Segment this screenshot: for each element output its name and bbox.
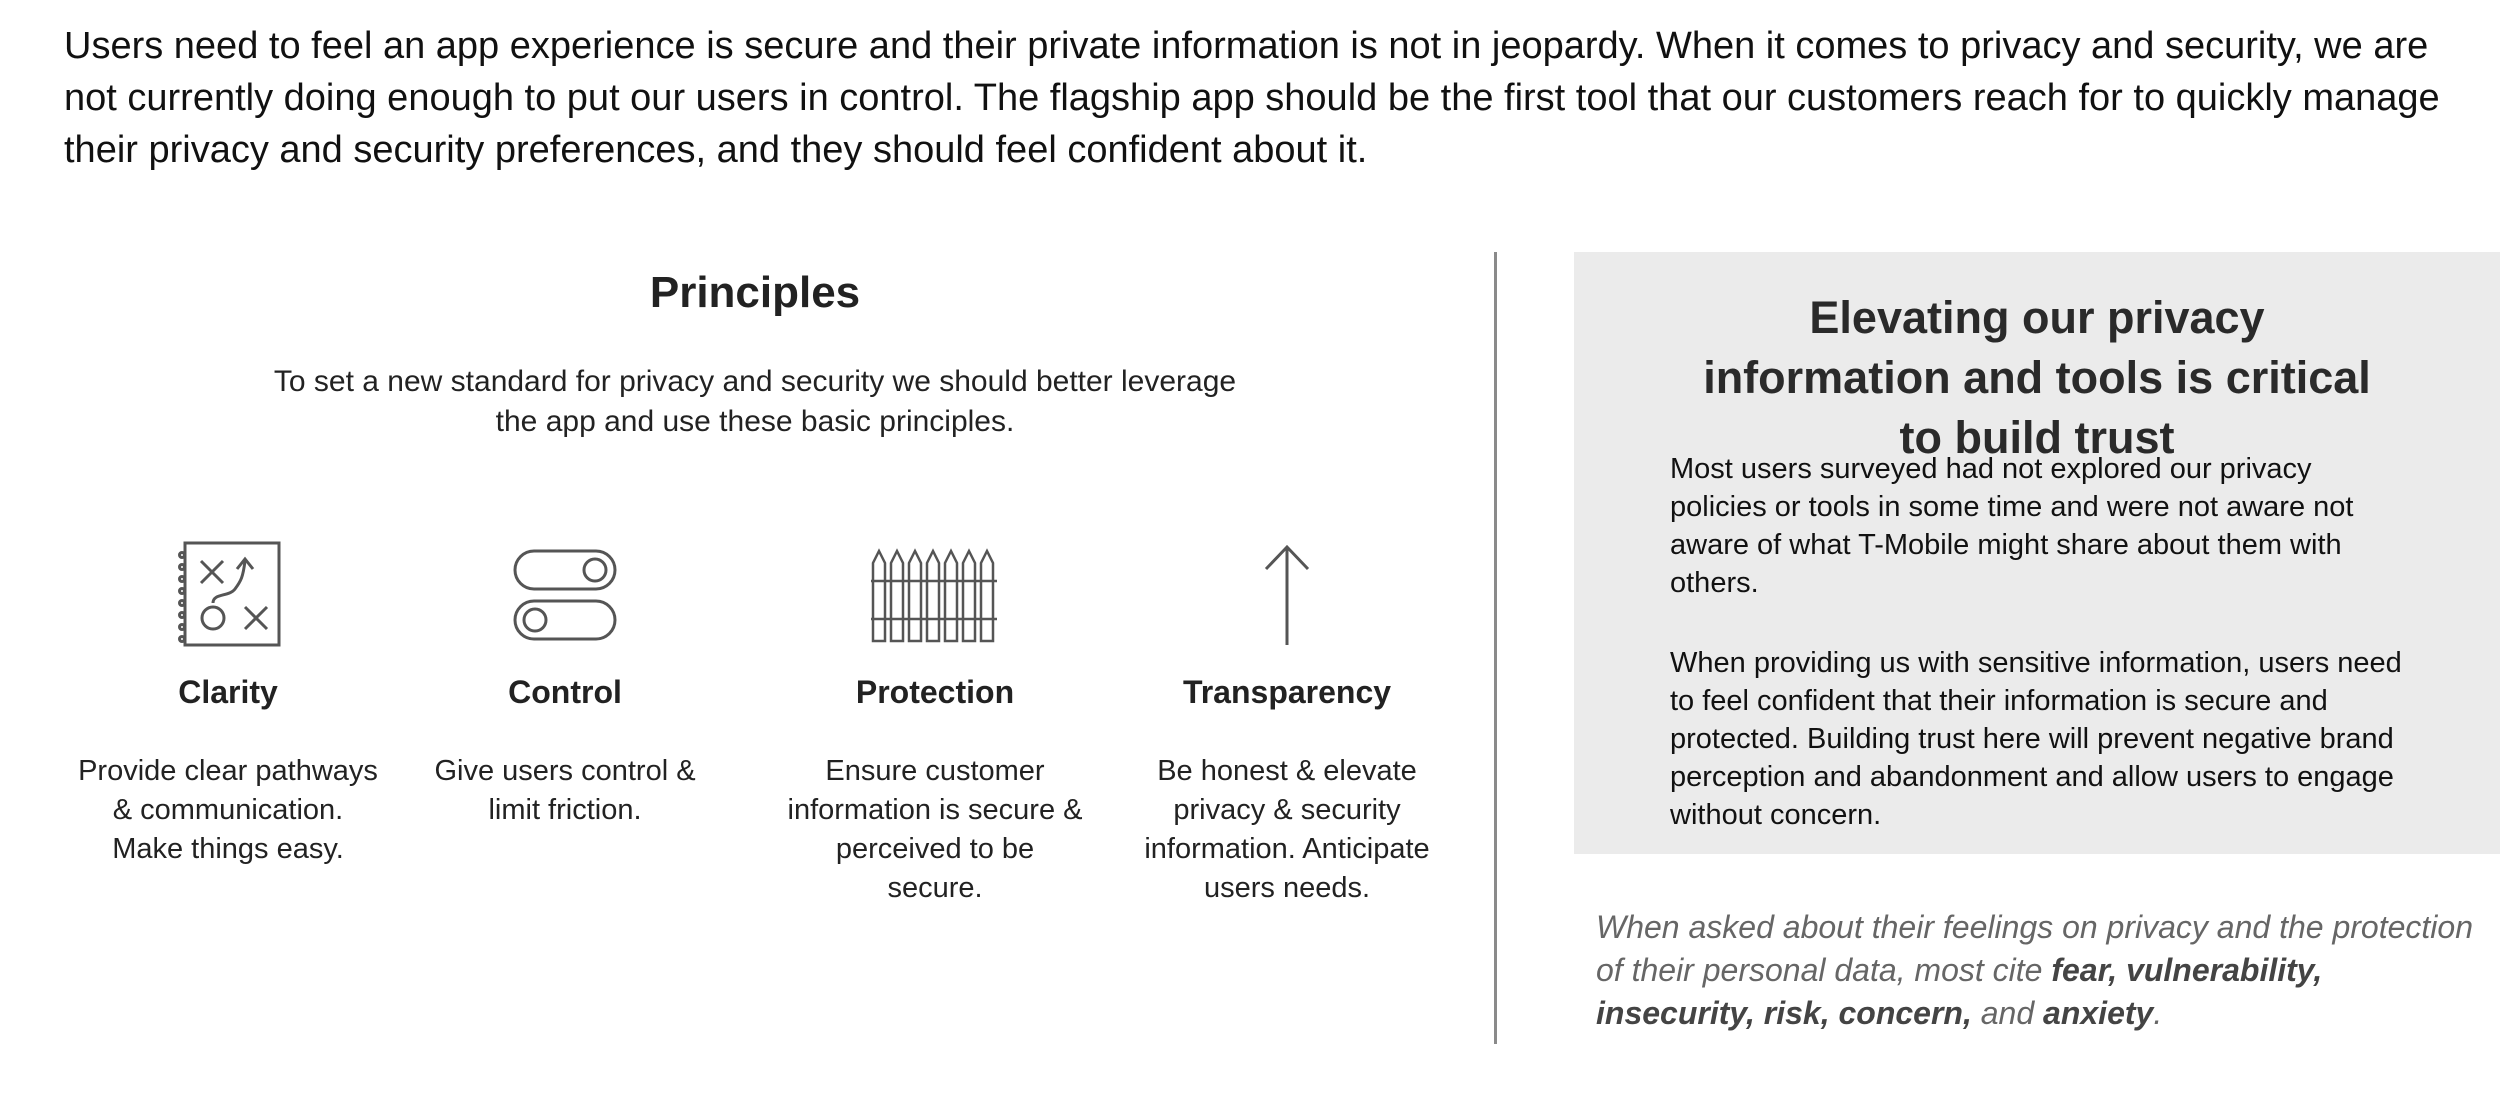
principle-name: Control xyxy=(508,674,622,710)
up-arrow-icon xyxy=(1262,543,1312,647)
panel-title: Elevating our privacy information and tools is critical to build trust xyxy=(1703,292,2371,463)
principle-description: Ensure customer information is secure & perceived to be secure. xyxy=(787,755,1083,904)
principle-name: Transparency xyxy=(1182,674,1392,710)
principle-clarity xyxy=(78,530,378,869)
picket-fence-icon xyxy=(869,547,1001,643)
panel-paragraph-trust: When providing us with sensitive information, users need to feel confident that their information is secure and protected. Building trust here will prevent negative brand perception and abandonment and allow users to engage without concern. xyxy=(1670,647,2402,831)
quote-emphasis-concern: concern, xyxy=(1838,995,1972,1031)
principle-name: Protection xyxy=(855,674,1015,710)
principle-name: Clarity xyxy=(178,674,278,710)
quote-connector: and xyxy=(1980,995,2035,1031)
quote-end: . xyxy=(2153,995,2163,1031)
principle-control xyxy=(415,530,715,830)
quote-emphasis-insecurity: insecurity, xyxy=(1596,995,1755,1031)
panel-paragraph-survey: Most users surveyed had not explored our privacy policies or tools in some time and were not aware not aware of what T-Mobile might share about them with others. xyxy=(1670,453,2354,599)
principle-protection xyxy=(785,530,1085,908)
principle-description: Be honest & elevate privacy & security information. Anticipate users needs. xyxy=(1144,755,1430,904)
quote-emphasis-anxiety: anxiety xyxy=(2043,995,2154,1031)
quote-emphasis-vulnerability: vulnerability, xyxy=(2126,952,2323,988)
feelings-quote xyxy=(1596,906,2476,1035)
principle-description: Provide clear pathways & communication. Make things easy. xyxy=(78,755,378,865)
quote-emphasis-fear: fear, xyxy=(2051,952,2118,988)
vertical-divider xyxy=(1494,252,1497,1044)
tic-tac-toe-board-icon xyxy=(173,539,283,651)
principle-description: Give users control & limit friction. xyxy=(434,755,696,826)
trust-panel xyxy=(1574,252,2500,854)
principles-subtitle: To set a new standard for privacy and security we should better leverage the app and use these basic principles. xyxy=(273,365,1237,438)
principles-title: Principles xyxy=(649,268,861,317)
quote-emphasis-risk: risk, xyxy=(1763,995,1830,1031)
intro-paragraph: Users need to feel an app experience is secure and their private information is not in jeopardy. When it comes to privacy and security, we are not currently doing enough to put our users in control. The flagship app should be the first tool that our customers reach for to quickly manage their privacy and security preferences, and they should feel confident about it. xyxy=(64,25,2440,171)
quote-lead: When asked about their feelings on privacy and the protection of their personal data, most cite xyxy=(1596,909,2473,988)
principle-transparency xyxy=(1137,530,1437,908)
toggle-switches-icon xyxy=(513,545,617,645)
